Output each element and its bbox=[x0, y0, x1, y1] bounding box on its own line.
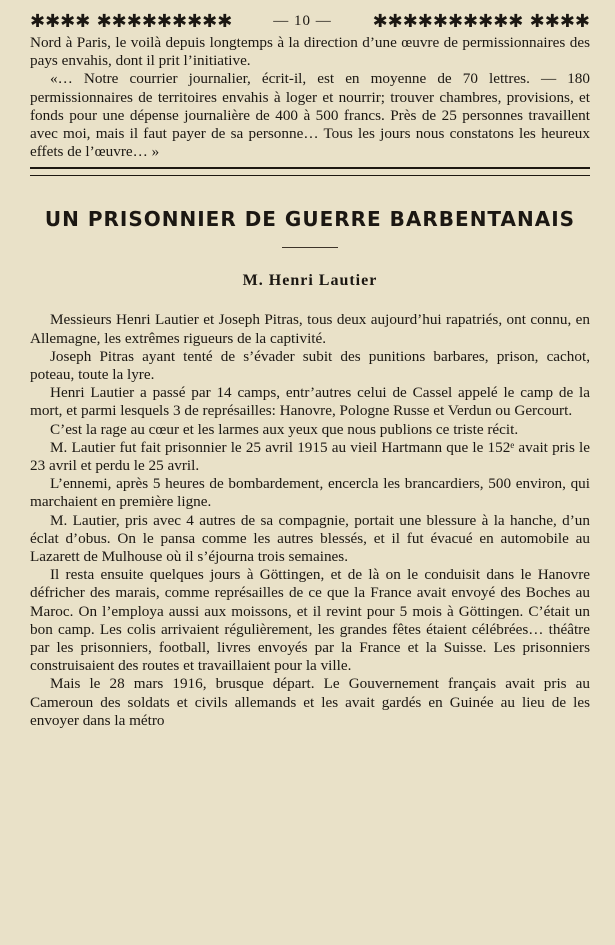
page-header bbox=[30, 8, 590, 34]
article-title: UN PRISONNIER DE GUERRE BARBENTANAIS bbox=[44, 207, 576, 232]
article-paragraph: Joseph Pitras ayant tenté de s’évader subit des punitions barbares, prison, cachot, poteau, toute la lyre. bbox=[30, 347, 590, 384]
article-paragraph: M. Lautier, pris avec 4 autres de sa compagnie, portait une blessure à la hanche, d’un éclat d’obus. On le pansa comme les autres blessés, et il fut évacué en automobile au Lazarett de Mulhouse où il s’éjourna trois semaines. bbox=[30, 511, 590, 566]
previous-article-continuation bbox=[30, 34, 590, 161]
title-rule bbox=[282, 247, 338, 248]
section-divider bbox=[30, 167, 590, 179]
continuation-paragraph: Nord à Paris, le voilà depuis longtemps à la direction d’une œuvre de permissionnaires des pays envahis, dont il prit l’initiative. bbox=[30, 34, 590, 70]
page-number: — 10 — bbox=[273, 12, 332, 29]
header-left-ornament: ✱✱✱✱ ✱✱✱✱✱✱✱✱✱ bbox=[30, 10, 233, 32]
article-paragraph: L’ennemi, après 5 heures de bombardement, encercla les brancardiers, 500 environ, qui marchaient en première ligne. bbox=[30, 475, 590, 511]
document-page bbox=[30, 8, 590, 730]
article bbox=[30, 205, 590, 730]
quote-paragraph: «… Notre courrier journalier, écrit-il, est en moyenne de 70 lettres. — 180 permissionnaires de territoires envahis à loger et nourrir; trouver chambres, provisions, et fonds pour une dépense journalière de 400 à 500 francs. Près de 25 personnes travaillent avec moi, mais il faut payer de sa personne… Tous les jours nous constatons les heureux effets de l’œuvre… » bbox=[30, 70, 590, 161]
article-paragraph: Messieurs Henri Lautier et Joseph Pitras, tous deux aujourd’hui rapatriés, ont connu, en Allemagne, les extrêmes rigueurs de la captivité. bbox=[30, 311, 590, 347]
article-paragraph: Henri Lautier a passé par 14 camps, entr’autres celui de Cassel appelé le camp de la mort, et parmi lesquels 3 de représailles: Hanovre, Pologne Russe et Verdun ou Gercourt. bbox=[30, 384, 590, 420]
article-subtitle: M. Henri Lautier bbox=[242, 272, 378, 290]
header-right-ornament: ✱✱✱✱✱✱✱✱✱✱ ✱✱✱✱ bbox=[372, 10, 590, 32]
article-paragraph: Mais le 28 mars 1916, brusque départ. Le Gouvernement français avait pris au Cameroun des soldats et civils allemands et les avait gardés en Guinée au lieu de les envoyer dans la métro bbox=[30, 675, 590, 729]
article-paragraph: M. Lautier fut fait prisonnier le 25 avril 1915 au vieil Hartmann que le 152ᵉ avait pris le 23 avril et perdu le 25 avril. bbox=[30, 438, 590, 475]
article-paragraph: C’est la rage au cœur et les larmes aux yeux que nous publions ce triste récit. bbox=[50, 420, 519, 438]
article-paragraph: Il resta ensuite quelques jours à Göttingen, et de là on le conduisit dans le Hanovre défricher des marais, comme représailles de ce que la France avait envoyé des Boches au Maroc. On l’employa aussi aux moissons, et il revint pour 5 mois à Göttingen. C’était un bon camp. Les colis arrivaient régulièrement, les grandes fêtes étaient célébrées… théâtre par les prisonniers, football, livres envoyés par la France et la Suisse. Les prisonniers construisaient des routes et travaillaient pour la ville. bbox=[30, 566, 590, 675]
